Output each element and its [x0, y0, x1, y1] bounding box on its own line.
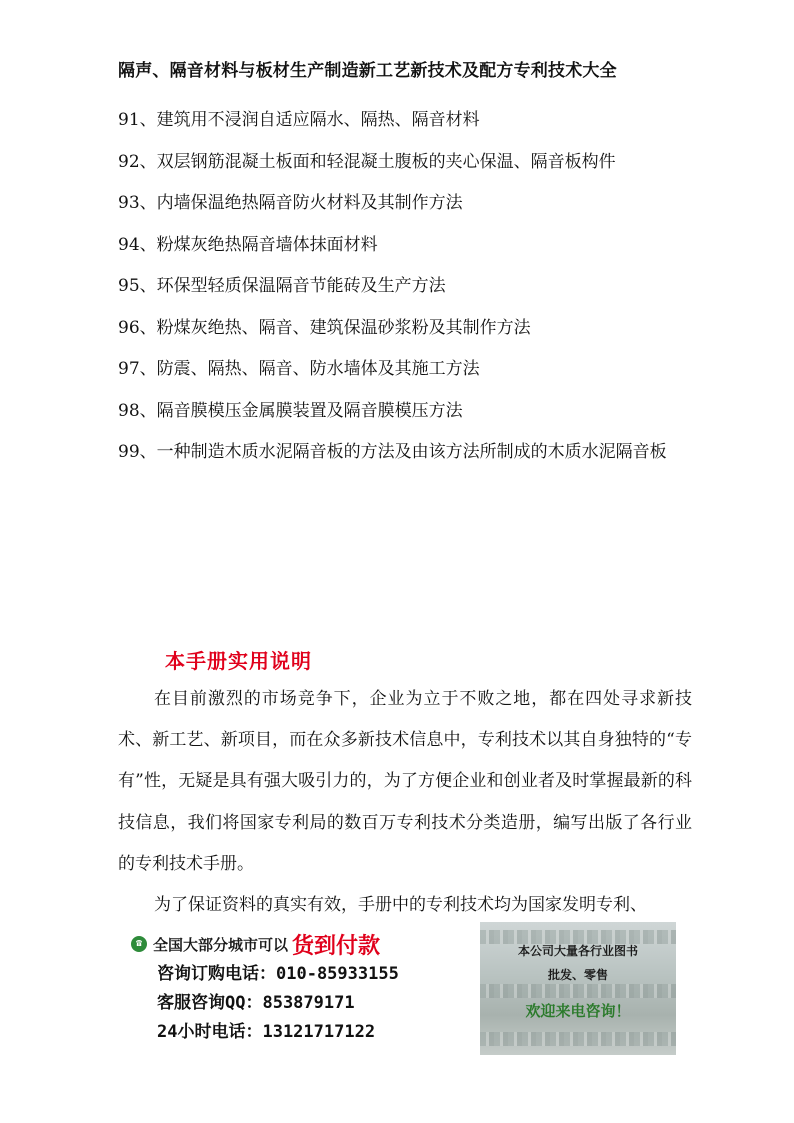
- list-item: 96、粉煤灰绝热、隔音、建筑保温砂浆粉及其制作方法: [118, 317, 531, 338]
- advertisement-bookshelf: [480, 922, 676, 1055]
- hotline: 24小时电话：13121717122: [157, 1022, 376, 1042]
- paragraph: 为了保证资料的真实有效，手册中的专利技术均为国家发明专利、: [154, 895, 647, 916]
- list-item: 97、防震、隔热、隔音、防水墙体及其施工方法: [118, 359, 480, 379]
- list-item: 99、一种制造木质水泥隔音板的方法及由该方法所制成的木质水泥隔音板: [118, 442, 667, 462]
- shelf-decoration: [480, 1032, 676, 1046]
- ad-headline: [131, 928, 471, 960]
- list-item: 92、双层钢筋混凝土板面和轻混凝土腹板的夹心保温、隔音板构件: [118, 151, 616, 172]
- shelf-decoration: [480, 984, 676, 998]
- paragraph: 在目前激烈的市场竞争下，企业为立于不败之地，都在四处寻求新技术、新工艺、新项目，而在众多新技术信息中，专利技术以其自身独特的“专有”性，无疑是具有强大吸引力的，为了方便企业和创业者及时掌握最新的科技信息，我们将国家专利局的数百万专利技术分类造册，编写出版了各行业的专利技术手册。: [118, 689, 692, 874]
- advertisement-contact: [131, 928, 471, 1050]
- list-item: 91、建筑用不浸润自适应隔水、隔热、隔音材料: [118, 110, 480, 130]
- ad-headline-text: 全国大部分城市可以: [153, 935, 289, 954]
- service-qq: 客服咨询QQ：853879171: [157, 993, 355, 1013]
- page-title: 隔声、隔音材料与板材生产制造新工艺新技术及配方专利技术大全: [118, 61, 617, 81]
- body-text: [118, 679, 692, 926]
- list-item: 93、内墙保温绝热隔音防火材料及其制作方法: [118, 193, 463, 213]
- phone-icon: ☎: [131, 936, 147, 952]
- list-item: 95、环保型轻质保温隔音节能砖及生产方法: [118, 276, 446, 296]
- list-item: 98、隔音膜模压金属膜装置及隔音膜模压方法: [118, 400, 463, 421]
- ad-right-line: 欢迎来电咨询！: [525, 1002, 631, 1020]
- ad-right-line: 本公司大量各行业图书: [517, 944, 638, 958]
- list-item: 94、粉煤灰绝热隔音墙体抹面材料: [118, 234, 378, 255]
- section-title: 本手册实用说明: [165, 649, 312, 673]
- patent-list: [118, 100, 698, 474]
- order-phone: 咨询订购电话：010-85933155: [157, 964, 399, 984]
- ad-right-line: 批发、零售: [547, 968, 608, 982]
- cod-highlight: 货到付款: [292, 932, 381, 959]
